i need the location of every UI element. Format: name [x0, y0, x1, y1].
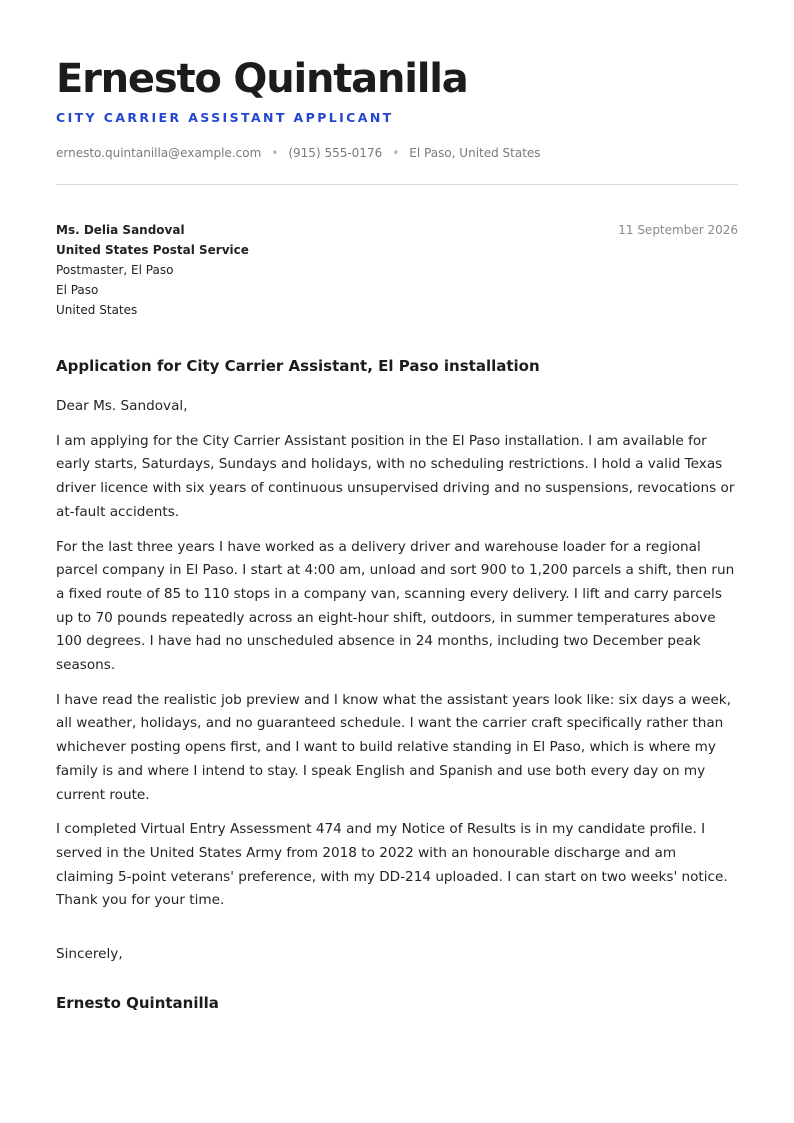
recipient-block [56, 220, 738, 320]
letter-body [56, 395, 738, 913]
applicant-role: CITY CARRIER ASSISTANT APPLICANT [56, 110, 394, 125]
contact-line [56, 145, 738, 161]
recipient-title: Postmaster, El Paso [56, 263, 174, 277]
recipient-city: El Paso [56, 283, 99, 297]
header-divider [56, 184, 738, 185]
separator-dot: • [271, 146, 279, 160]
recipient-country: United States [56, 303, 138, 317]
letter-subject: Application for City Carrier Assistant, El Paso installation [56, 357, 540, 375]
cover-letter-page [56, 54, 738, 1014]
body-paragraph: I have read the realistic job preview and I know what the assistant years look like: six days a week, all weather, holidays, and no guaranteed schedule. I want the carrier craft specifically rather than whichever posting opens first, and I want to build relative standing in El Paso, which is where my family is and where I intend to stay. I speak English and Spanish and use both every day on my current route. [56, 691, 731, 803]
body-paragraph: I completed Virtual Entry Assessment 474 and my Notice of Results is in my candidate profile. I served in the United States Army from 2018 to 2022 with an honourable discharge and am claiming 5-point veterans' preference, with my DD-214 uploaded. I can start on two weeks' notice. Thank you for your time. [56, 821, 728, 909]
signature-name: Ernesto Quintanilla [56, 994, 219, 1013]
body-paragraph: For the last three years I have worked as a delivery driver and warehouse loader for a regional parcel company in El Paso. I start at 4:00 am, unload and sort 900 to 1,200 parcels a shift, then run a fixed route of 85 to 110 stops in a company van, scanning every delivery. I lift and carry parcels up to 70 pounds repeatedly across an eight-hour shift, outdoors, in summer temperatures above 100 degrees. I have had no unscheduled absence in 24 months, including two December peak seasons. [56, 538, 735, 674]
contact-phone[interactable]: (915) 555-0176 [288, 146, 383, 160]
salutation: Dear Ms. Sandoval, [56, 398, 188, 414]
recipient-name: Ms. Delia Sandoval [56, 223, 185, 237]
contact-email[interactable]: ernesto.quintanilla@example.com [56, 146, 262, 160]
separator-dot: • [392, 146, 400, 160]
body-paragraph: I am applying for the City Carrier Assistant position in the El Paso installation. I am available for early starts, Saturdays, Sundays and holidays, with no scheduling restrictions. I hold a valid Texas driver licence with six years of continuous unsupervised driving and no suspensions, revocations or at-fault accidents. [56, 432, 735, 520]
closing: Sincerely, [56, 946, 123, 963]
recipient-organization: United States Postal Service [56, 243, 249, 257]
applicant-name: Ernesto Quintanilla [56, 56, 468, 102]
letter-date: 11 September 2026 [618, 223, 738, 237]
contact-location: El Paso, United States [409, 146, 541, 160]
